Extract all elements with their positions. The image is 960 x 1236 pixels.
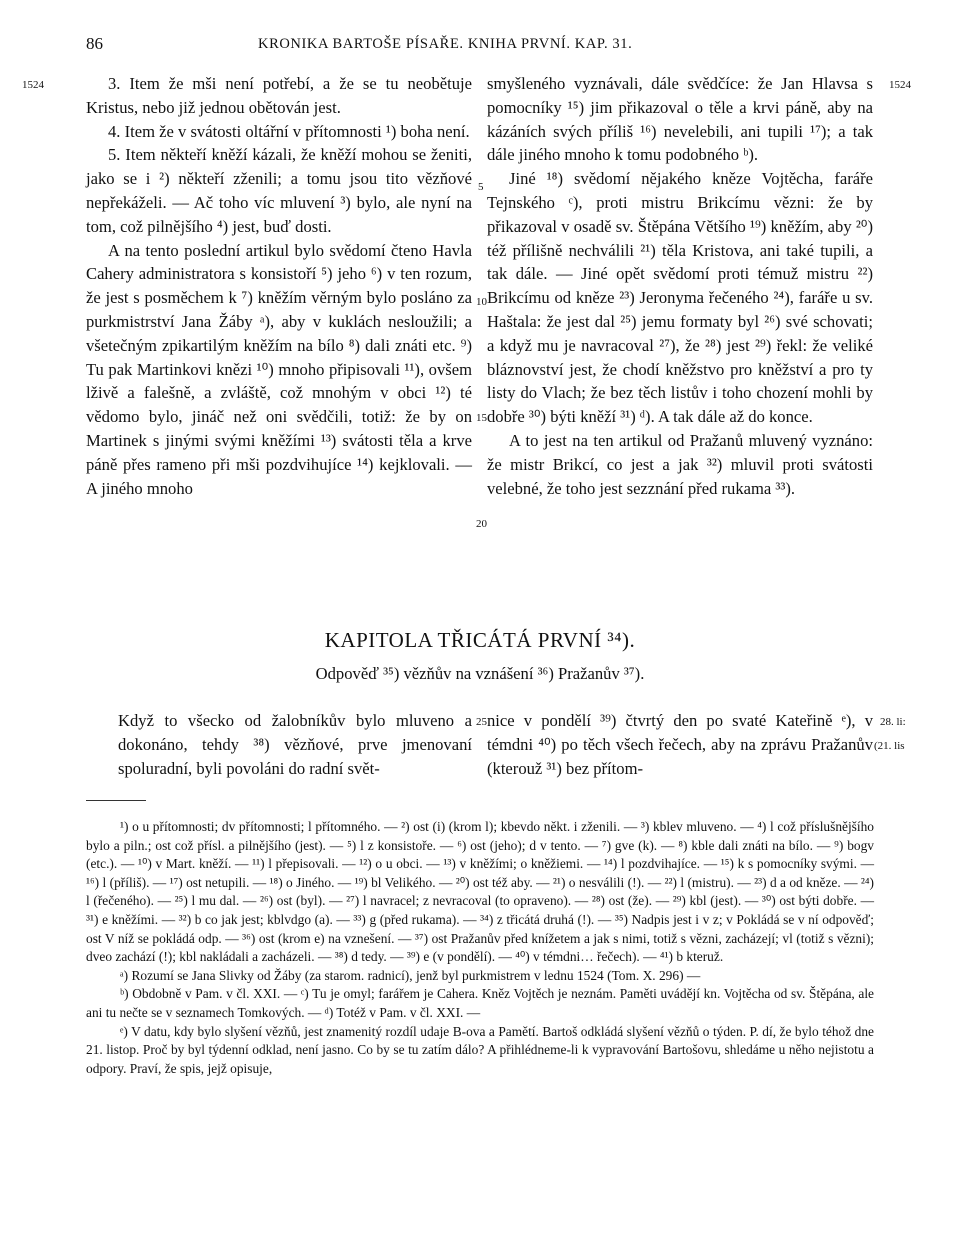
paragraph: A to jest na ten artikul od Pražanů mluvený vyznáno: že mistr Brikcí, co jest a jak ³²) mluvil proti svátosti velebné, že toho jest sezznání před rukama ³³).: [487, 430, 873, 498]
paragraph: 5. Item někteří kněží kázali, že kněží mohou se ženiti, jako se i ²) někteří zženili; a tomu jsou tito vězňové nepřekáželi. — Ač toho víc mluvení ³) bylo, ale nyní na tom, což pilnějšího ⁴) jest, buď dosti.: [86, 145, 472, 236]
paragraph: Když to všecko od žalobníkův bylo mluveno a dokonáno, tehdy ³⁸) vězňové, prve jmenovaní spoluradní, byli povoláni do radní svět-: [118, 711, 472, 778]
chapter-subtitle: Odpověď ³⁵) vězňův na vznášení ³⁶) Pražanův ³⁷).: [315, 664, 645, 683]
line-number-15: 15: [476, 412, 487, 424]
line-number-25: 25: [476, 716, 487, 728]
paragraph: Jiné ¹⁸) svědomí nějakého kněze Vojtěcha, faráře Tejnského ᶜ), proti mistru Brikcímu vězni: že by přikazoval v osadě sv. Štěpána Většího ¹⁹) kněžím, aby ²⁰) též přílišně nechválili ²¹) těla Kristova, ani také tupili, a tak dále. — Jiné opět svědomí proti témuž mistru ²²) Brikcímu od kněze ²³) Jeronyma řečeného ²⁴), faráře u sv. Haštala: že jest dal ²⁵) jemu formaty byl ²⁶) své schovati; a když mu je navracoval ²⁷), že ²⁸) jest ²⁹) řekl: že veliké bláznovství jest, že chodí kněžstvo pro kněžství a pro ty listy do Vlach; že bez těch listův i toho chození mohli by dobře ³⁰) býti kněží ³¹) ᵈ). A tak dále až do konce.: [487, 169, 873, 427]
running-title: KRONIKA BARTOŠE PÍSAŘE. KNIHA PRVNÍ. KAP. 31.: [258, 36, 633, 52]
paragraph: nice v pondělí ³⁹) čtvrtý den po svaté Kateřině ᵉ), v témdni ⁴⁰) po těch všech řečech, aby na zprávu Pražanův (kterouž ³¹) bez přítom-: [487, 711, 873, 778]
page-header: [0, 34, 960, 58]
line-number-20: 20: [476, 518, 487, 530]
paragraph: A na tento poslední artikul bylo svědomí čteno Havla Cahery administratora s konsistoří ⁵) jeho ⁶) v ten rozum, že jest s posměchem k ⁷) kněžím věrným bylo posláno za purkmistrství Jana Žáby ᵃ), aby v kuklách nesloužili; a všetečným zpikartilým kněžím na bílo ⁸) dali znáti etc. ⁹) Tu pak Martinkovi knězi ¹⁰) mnoho připisovali ¹¹), ovšem lživě a falešně, a zvláště, což mnohým v obci ¹²) té vědomo bylo, jináč než oni svědčili, totiž: že by on Martinek s jinými svými kněžími ¹³) svátosti těla a krve páně přes rameno při mši pozdvihujíce ¹⁴) kejklovali. — A jiného mnoho: [86, 240, 472, 498]
paragraph: 4. Item že v svátosti oltářní v přítomnosti ¹) boha není.: [108, 121, 470, 141]
paragraph: 3. Item že mši není potřebí, a že se tu neobětuje Kristus, nebo již jednou obětován jest.: [86, 74, 472, 117]
left-column: [86, 72, 472, 500]
footnote-e: ᵉ) V datu, kdy bylo slyšení vězňů, jest znamenitý rozdíl udaje B-ova a Pamětí. Bartoš odkládá slyšení vězňů o týden. P. dí, že bylo téhož dne 21. listop. Proč by byl týdenní odklad, není jasno. Co by se tu zatím dálo? A přihlédneme-li k vypravování Bartošovu, shledáme u něho nejistotu a odpory. Praví, že spis, jejž opisuje,: [86, 1023, 874, 1076]
footnotes: [86, 818, 874, 1078]
line-number-5: 5: [478, 181, 484, 193]
right-column: [487, 72, 873, 500]
chapter-left-column: [118, 709, 472, 780]
page-number: 86: [86, 34, 103, 53]
chapter-right-column: [487, 709, 873, 780]
footnote-a: ᵃ) Rozumí se Jana Slivky od Žáby (za starom. radnicí), jenž byl purkmistrem v lednu 1524 (Tom. X. 296) —: [120, 967, 701, 983]
paragraph: smyšleného vyznávali, dále svědčíce: že Jan Hlavsa s pomocníky ¹⁵) jim přikazoval o těle a krvi páně, aby na kázáních svých příliš ¹⁶) nevelebili, ani tupili ¹⁷); a tak dále jiného mnoho k tomu podobného ᵇ).: [487, 74, 873, 165]
footnote-variants: ¹) o u přítomnosti; dv přítomnosti; l přítomného. — ²) ost (i) (krom l); kbevdo někt. i zženili. — ³) kblev mluveno. — ⁴) l což příslušnějšího bylo a piln.; ost což přísl. a pilnějšího (jest). — ⁵) l z konsistoře. — ⁶) ost (jeho); d v tento. — ⁷) gve (k). — ⁸) kble dali znáti na bílo. — ⁹) bogv (etc.). — ¹⁰) v Mart. kněží. — ¹¹) l přepisovali. — ¹²) o u obci. — ¹³) v kněžími; o kněžiemi. — ¹⁴) l pozdvihajíce. — ¹⁵) k s pomocníky svými. — ¹⁶) l (příliš). — ¹⁷) ost netupili. — ¹⁸) o Jiného. — ¹⁹) bl Velikého. — ²⁰) ost též aby. — ²¹) o nesválili (!). — ²²) l (mistru). — ²³) d a od kněze. — ²⁴) l (řečeného). — ²⁵) l mu dal. — ²⁶) ost (byl). — ²⁷) l navracel; z nevracoval (to opraveno). — ²⁸) ost (že). — ²⁹) kbl (jest). — ³⁰) ost býti dobře. — ³¹) e kněžími. — ³²) b co jak jest; kblvdgo (a). — ³³) g (před rukama). — ³⁴) z třicátá druhá (!). — ³⁵) Nadpis jest i v z; v Pokládá se v ní odpověď; ost V níž se pokládá odp. — ³⁶) ost (krom e) na vznešení. — ³⁷) ost Pražanův před knížetem a jak s nimi, totiž s vězni, zacházejí; vl (totiž s vězni); dveo zachází (!); kbl nakládali a zacházeli. — ³⁸) d tedy. — ³⁹) e (v pondělí). — ⁴⁰) v témdni… řečech). — ⁴¹) b kteruž.: [86, 819, 874, 965]
footnote-b: ᵇ) Obdobně v Pam. v čl. XXI. — ᶜ) Tu je omyl; farářem je Cahera. Kněz Vojtěch je neznám. Paměti uvádějí kn. Vojtěcha od sv. Štěpána, ale ani tu nečte se v seznamech Tomkových. — ᵈ) Totéž v Pam. v čl. XXI. —: [86, 986, 874, 1020]
margin-date-21: (21. lis: [874, 740, 905, 752]
margin-year-left: 1524: [22, 79, 44, 91]
footnote-rule: [86, 800, 146, 801]
line-number-10: 10: [476, 296, 487, 308]
margin-year-right: 1524: [889, 79, 911, 91]
margin-date-28: 28. li:: [880, 716, 906, 728]
chapter-title: KAPITOLA TŘICÁTÁ PRVNÍ ³⁴).: [324, 628, 636, 652]
